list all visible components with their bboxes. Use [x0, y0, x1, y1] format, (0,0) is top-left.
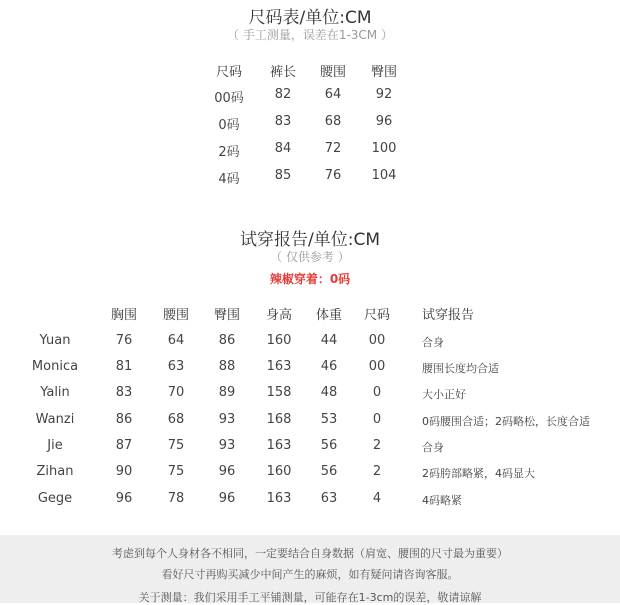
- size-header-cell: 裤长: [269, 65, 296, 80]
- fit-header-cell: 身高: [265, 308, 292, 323]
- fit-table-cell: 63: [320, 491, 338, 506]
- size-header-cell: 尺码: [215, 65, 242, 80]
- fit-table-cell: 158: [266, 385, 292, 400]
- fit-table-cell: 44: [320, 333, 338, 348]
- size-header-cell: 腰围: [319, 65, 346, 80]
- fit-table-cell: 63: [167, 359, 185, 374]
- fit-report-note: 2码胯部略紧，4码显大: [422, 467, 535, 480]
- fit-table-cell: 00: [368, 359, 386, 374]
- footer-notice: [0, 535, 620, 603]
- fit-table-cell: 0: [372, 412, 382, 427]
- fit-table-cell: 163: [266, 491, 292, 506]
- fit-table-cell: 2: [372, 464, 382, 479]
- fit-table-cell: 160: [266, 464, 292, 479]
- size-table-cell: 83: [274, 114, 292, 129]
- fit-table-cell: 86: [218, 333, 236, 348]
- fit-report-note: 4码略紧: [422, 494, 462, 507]
- fit-table-cell: 81: [115, 359, 133, 374]
- fit-table-cell: 96: [115, 491, 133, 506]
- fit-row-name: Gege: [37, 491, 73, 506]
- fit-table-cell: 88: [218, 359, 236, 374]
- size-header-cell: 臀围: [370, 65, 397, 80]
- fit-table-cell: 0: [372, 385, 382, 400]
- fit-row-name: Monica: [31, 359, 79, 374]
- fit-row-name: Yuan: [39, 333, 71, 348]
- fit-table-cell: 75: [167, 438, 185, 453]
- size-table-cell: 100: [371, 141, 397, 156]
- fit-table-cell: 83: [115, 385, 133, 400]
- size-table-cell: 00码: [214, 91, 244, 106]
- fit-table-cell: 64: [167, 333, 185, 348]
- size-table-cell: 104: [371, 168, 397, 183]
- fit-header-cell: 试穿报告: [422, 308, 475, 323]
- fit-report-note: 大小正好: [422, 388, 466, 401]
- size-table-cell: 92: [375, 87, 393, 102]
- size-table-cell: 84: [274, 141, 292, 156]
- fit-report-note: 合身: [422, 336, 444, 349]
- fit-row-name: Wanzi: [35, 412, 75, 427]
- fit-table-cell: 163: [266, 359, 292, 374]
- fit-table-cell: 87: [115, 438, 133, 453]
- fit-report-highlight: 辣椒穿着：0码: [269, 272, 351, 286]
- size-table-cell: 85: [274, 168, 292, 183]
- fit-table-cell: 56: [320, 464, 338, 479]
- fit-header-cell: 臀围: [213, 308, 240, 323]
- fit-table-cell: 46: [320, 359, 338, 374]
- fit-table-cell: 76: [115, 333, 133, 348]
- size-table-cell: 0码: [218, 118, 240, 133]
- footer-line-1: 考虑到每个人身材各不相同，一定要结合自身数据（肩宽、腰围的尺寸最为重要）: [112, 547, 508, 560]
- fit-table-cell: 4: [372, 491, 382, 506]
- fit-table-cell: 90: [115, 464, 133, 479]
- fit-table-cell: 48: [320, 385, 338, 400]
- fit-header-cell: 尺码: [363, 308, 390, 323]
- fit-row-name: Zihan: [36, 464, 74, 479]
- fit-table-cell: 78: [167, 491, 185, 506]
- fit-table-cell: 70: [167, 385, 185, 400]
- fit-table-cell: 160: [266, 333, 292, 348]
- fit-header-cell: 体重: [315, 308, 342, 323]
- fit-table-cell: 93: [218, 438, 236, 453]
- fit-row-name: Jie: [47, 438, 63, 453]
- fit-table-cell: 168: [266, 412, 292, 427]
- size-table-cell: 82: [274, 87, 292, 102]
- size-chart-subtitle: （ 手工测量，误差在1-3CM ）: [227, 28, 393, 42]
- fit-header-cell: 腰围: [162, 308, 189, 323]
- fit-row-name: Yalin: [40, 385, 70, 400]
- size-table-cell: 2码: [218, 145, 240, 160]
- fit-table-cell: 96: [218, 491, 236, 506]
- fit-table-cell: 86: [115, 412, 133, 427]
- fit-report-note: 腰围长度均合适: [422, 362, 499, 375]
- footer-line-2: 看好尺寸再购买减少中间产生的麻烦，如有疑问请咨询客服。: [161, 568, 459, 581]
- fit-report-note: 合身: [422, 441, 444, 454]
- size-table-cell: 4码: [218, 172, 240, 187]
- fit-table-cell: 56: [320, 438, 338, 453]
- fit-table-cell: 75: [167, 464, 185, 479]
- fit-table-cell: 68: [167, 412, 185, 427]
- fit-table-cell: 163: [266, 438, 292, 453]
- size-table-cell: 68: [324, 114, 342, 129]
- fit-report-title: 试穿报告/单位:CM: [240, 230, 380, 250]
- fit-table-cell: 53: [320, 412, 338, 427]
- fit-table-cell: 00: [368, 333, 386, 348]
- size-chart-title: 尺码表/单位:CM: [248, 8, 372, 28]
- fit-table-cell: 93: [218, 412, 236, 427]
- size-table-cell: 96: [375, 114, 393, 129]
- fit-table-cell: 89: [218, 385, 236, 400]
- footer-line-3: 关于测量：我们采用手工平铺测量，可能存在1-3cm的误差，敬请谅解: [138, 591, 482, 604]
- fit-report-subtitle: （ 仅供参考 ）: [270, 250, 350, 264]
- fit-table-cell: 2: [372, 438, 382, 453]
- fit-header-cell: 胸围: [110, 308, 137, 323]
- size-table-cell: 72: [324, 141, 342, 156]
- size-table-cell: 64: [324, 87, 342, 102]
- fit-report-note: 0码腰围合适；2码略松，长度合适: [422, 415, 590, 428]
- fit-table-cell: 96: [218, 464, 236, 479]
- size-table-cell: 76: [324, 168, 342, 183]
